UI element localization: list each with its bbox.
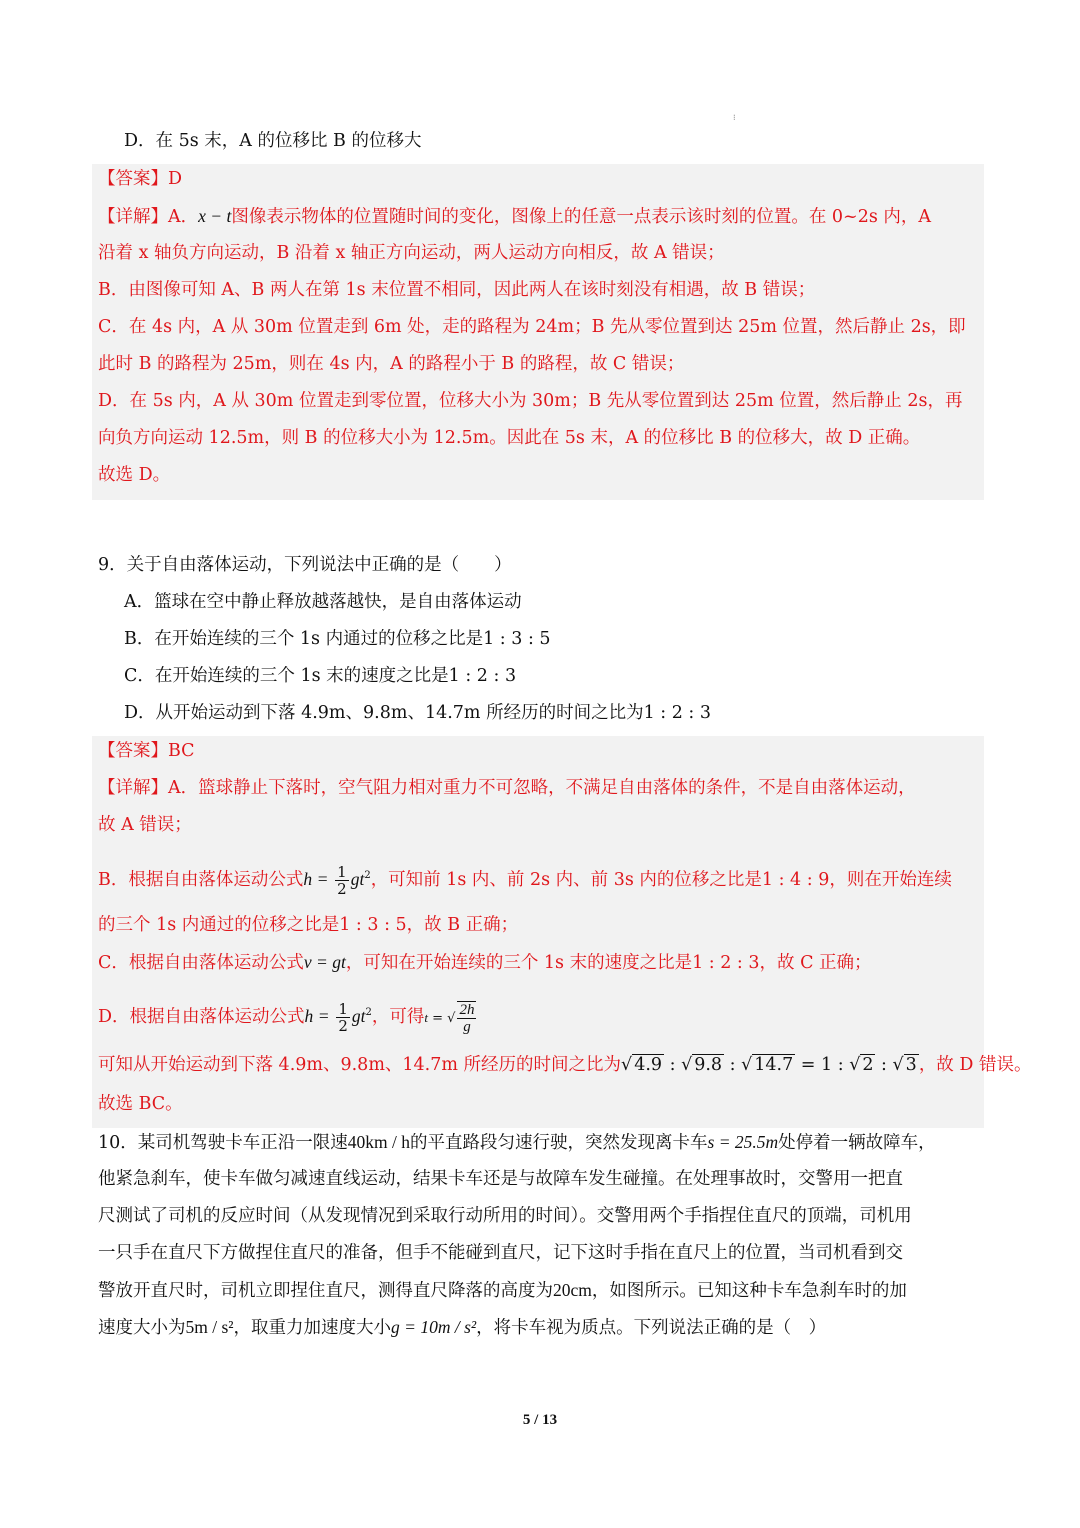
q8-detail-c2: 此时 B 的路程为 25m，则在 4s 内，A 的路程小于 B 的路程，故 C 错误；: [98, 354, 685, 374]
q8-detail-b: B．由图像可知 A、B 两人在第 1s 末位置不相同，因此两人在该时刻没有相遇，故 B 错误；: [98, 280, 816, 300]
q8-option-d: D．在 5s 末，A 的位移比 B 的位移大: [124, 131, 422, 151]
acceleration: 5m / s²: [185, 1317, 234, 1337]
q9-option-a: A．篮球在空中静止释放越落越快，是自由落体运动: [124, 592, 522, 612]
q10-line3: 尺测试了司机的反应时间（从发现情况到采取行动所用的时间）。交警用两个手指捏住直尺的顶端，司机用: [98, 1206, 912, 1226]
t-formula: t = √ $\frac{2h}{g}$: [424, 1002, 475, 1036]
speed-limit: 40km / h: [347, 1132, 411, 1152]
q9-answer: 【答案】BC: [98, 741, 195, 761]
v-formula: v = gt: [303, 952, 346, 972]
q8-detail-a-line2: 沿着 x 轴负方向运动，B 沿着 x 轴正方向运动，两人运动方向相反，故 A 错误；: [98, 243, 725, 263]
q9-detail-b2: 的三个 1s 内通过的位移之比是1 : 3 : 5，故 B 正确；: [98, 915, 519, 935]
q9-option-c: C．在开始连续的三个 1s 末的速度之比是1 : 2 : 3: [124, 666, 517, 686]
sqrt-ratio: √ 4.9 : √ 9.8 : √ 14.7 = 1 : √ 2 : √ 3: [621, 1055, 917, 1075]
q8-detail-d2: 向负方向运动 12.5m，则 B 的位移大小为 12.5m。因此在 5s 末，A 的位移比 B 的位移大，故 D 正确。: [98, 428, 921, 448]
q8-detail-a: 【详解】A．x − t图像表示物体的位置随时间的变化，图像上的任意一点表示该时刻的位置。在 0~2s 内，A: [98, 206, 932, 227]
q10-line6: 速度大小为5m / s²，取重力加速度大小g = 10m / s²，将卡车视为质点。下列说法正确的是（ ）: [98, 1317, 827, 1338]
q9-option-b: B．在开始连续的三个 1s 内通过的位移之比是1 : 3 : 5: [124, 629, 551, 649]
gravity: g = 10m / s²: [391, 1317, 477, 1337]
q9-detail-a1: 【详解】A．篮球静止下落时，空气阻力相对重力不可忽略，不满足自由落体的条件，不是自由落体运动，: [98, 778, 916, 798]
scan-mark: ⁝: [733, 113, 736, 122]
q9-detail-d: D．根据自由落体运动公式h = $\frac{1}{2}$ $gt^2$，可得t = √ $\frac{2h}{g}$: [98, 995, 988, 1037]
q9-detail-e: 可知从开始运动到下落 4.9m、9.8m、14.7m 所经历的时间之比为√ 4.9 : √ 9.8 : √ 14.7 = 1 : √ 2 : √ 3 ，故 D 错误。: [98, 1055, 1032, 1075]
q8-detail-d1: D．在 5s 内，A 从 30m 位置走到零位置，位移大小为 30m；B 先从零位置到达 25m 位置，然后静止 2s，再: [98, 391, 963, 411]
ruler-height: 20cm: [553, 1280, 592, 1300]
q9-conclusion: 故选 BC。: [98, 1094, 183, 1114]
q10-line1: 10．某司机驾驶卡车正沿一限速40km / h的平直路段匀速行驶，突然发现离卡车s = 25.5m处停着一辆故障车，: [98, 1132, 936, 1153]
q10-line5: 警放开直尺时，司机立即捏住直尺，测得直尺降落的高度为20cm，如图所示。已知这种卡车急刹车时的加: [98, 1280, 907, 1301]
page-number: 5 / 13: [522, 1412, 558, 1428]
q10-line2: 他紧急刹车，使卡车做匀减速直线运动，结果卡车还是与故障车发生碰撞。在处理事故时，交警用一把直: [98, 1169, 903, 1189]
xt-formula: x − t: [198, 206, 232, 226]
distance: s = 25.5m: [707, 1132, 779, 1152]
q9-detail-c: C．根据自由落体运动公式v = gt，可知在开始连续的三个 1s 末的速度之比是1 : 2 : 3，故 C 正确；: [98, 952, 872, 973]
q9-detail-a2: 故 A 错误；: [98, 815, 192, 835]
h-formula-2: h = $\frac{1}{2}$ $gt^2$: [304, 999, 372, 1035]
q8-answer: 【答案】D: [98, 169, 183, 189]
q8-detail-c1: C．在 4s 内，A 从 30m 位置走到 6m 处，走的路程为 24m；B 先从零位置到达 25m 位置，然后静止 2s，即: [98, 317, 966, 337]
q9-option-d: D．从开始运动到下落 4.9m、9.8m、14.7m 所经历的时间之比为1 : 2 : 3: [124, 703, 712, 723]
q9-stem: 9．关于自由落体运动，下列说法中正确的是（ ）: [98, 555, 512, 575]
q9-detail-b: B．根据自由落体运动公式h = $\frac{1}{2}$ $gt^2$，可知前 1s 内、前 2s 内、前 3s 内的位移之比是1 : 4 : 9，则在开始连续: [98, 862, 952, 898]
q10-line4: 一只手在直尺下方做捏住直尺的准备，但手不能碰到直尺，记下这时手指在直尺上的位置，当司机看到交: [98, 1243, 903, 1263]
h-formula-1: h = $\frac{1}{2}$ $gt^2$: [303, 862, 371, 898]
q8-conclusion: 故选 D。: [98, 465, 171, 485]
